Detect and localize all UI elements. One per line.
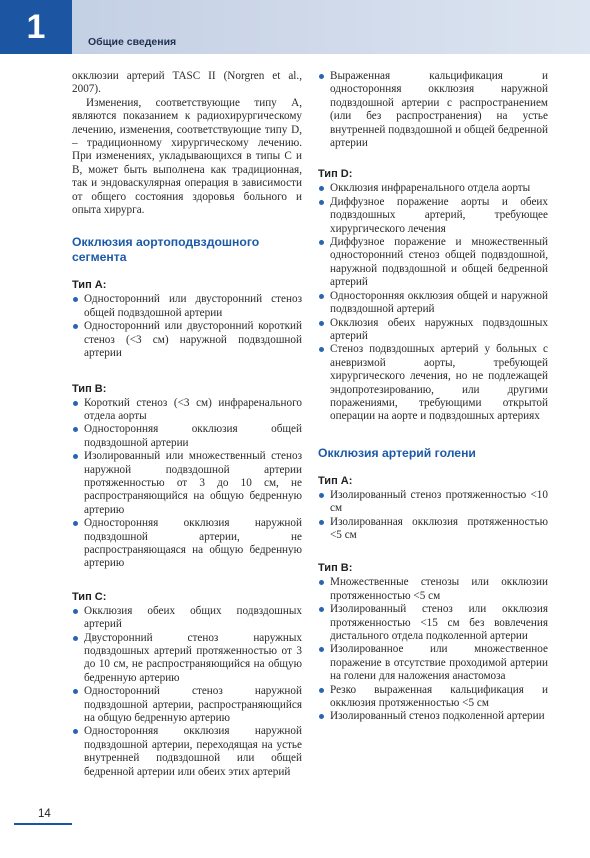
type-c-list [72,605,302,779]
paragraph-indications: Изменения, соответствующие типу А, являются показанием к радиохирургическому лечению, изменения, соответствующие типу D, – традиционному хирургическому лечению. При изменениях, укладывающихся в типы С и В, может быть выполнена как традиционная, так и эндоваскулярная операция в зависимости от общего состояния здоровья больного и опыта хирурга. [72,96,302,217]
page-number-underline [14,823,72,825]
right-column [318,70,548,724]
list-item: Двусторонний стеноз наружных подвздошных артерий протяженностью от 3 до 10 см, не распространяющийся на общую бедренную артерию [72,632,302,686]
list-item: Изолированный стеноз протяженностью <10 см [318,489,548,516]
type-b-list [72,397,302,571]
chapter-number: 1 [0,0,72,54]
page-header [0,0,590,54]
tibial-type-b-heading: Тип В: [318,562,353,575]
list-item: Односторонняя окклюзия наружной подвздошной артерии, не распространяющаяся на общую бедренную артерию [72,517,302,571]
type-d-heading: Тип D: [318,168,353,181]
paragraph-continued: окклюзии артерий TASC II (Norgren et al., 2007). [72,70,302,96]
section-title-aortoiliac: Окклюзия аортоподвздошного сегмента [72,235,260,265]
page-number: 14 [38,808,51,820]
list-item: Короткий стеноз (<3 см) инфраренального отдела аорты [72,397,302,424]
list-item: Выраженная кальцификация и односторонняя окклюзия наружной подвздошной артерии с распространением (или без распространения) на устье внутренней подвздошной и общей бедренной артерии [318,70,548,150]
tibial-type-a-list [318,489,548,543]
list-item: Резко выраженная кальцификация и окклюзия протяженностью <5 см [318,684,548,711]
list-item: Изолированный стеноз или окклюзия протяженностью <15 см без вовлечения дистального отдела подколенной артерии [318,603,548,643]
list-item: Окклюзия обеих общих подвздошных артерий [72,605,302,632]
list-item: Диффузное поражение аорты и обеих подвздошных артерий, требующее хирургического лечения [318,196,548,236]
type-a-list [72,293,302,360]
left-column [72,70,302,779]
list-item: Односторонняя окклюзия наружной подвздошной артерии, переходящая на устье внутренней подвздошной или общей бедренной артерии или обеих этих артерий [72,725,302,779]
list-item: Окклюзия обеих наружных подвздошных артерий [318,317,548,344]
list-item: Односторонняя окклюзия общей и наружной подвздошной артерий [318,290,548,317]
tibial-type-a-heading: Тип А: [318,474,353,487]
type-a-heading: Тип А: [72,279,107,292]
type-b-heading: Тип В: [72,382,107,395]
list-item: Односторонний или двусторонний короткий стеноз (<3 см) наружной подвздошной артерии [72,320,302,360]
type-c-heading: Тип С: [72,590,107,603]
list-item: Изолированный стеноз подколенной артерии [318,710,548,723]
list-item: Изолированное или множественное поражение в отсутствие проходимой артерии на голени для наложения анастомоза [318,643,548,683]
list-item: Односторонняя окклюзия общей подвздошной артерии [72,423,302,450]
list-item: Изолированная окклюзия протяженностью <5 см [318,516,548,543]
section-title-tibial: Окклюзия артерий голени [318,445,476,460]
list-item: Множественные стенозы или окклюзии протяженностью <5 см [318,576,548,603]
type-d-list [318,182,548,423]
list-item: Изолированный или множественный стеноз наружной подвздошной артерии протяженностью от 3 до 10 см, не распространяющийся на общую бедренную артерию [72,450,302,517]
list-item: Стеноз подвздошных артерий у больных с аневризмой аорты, требующей хирургического лечения, но не подлежащей эндопротезированию, или другими поражениями, требующими открытой операции на аорте и подвздошных артериях [318,343,548,423]
chapter-title: Общие сведения [88,36,177,48]
tibial-type-b-list [318,576,548,723]
list-item: Односторонний или двусторонний стеноз общей подвздошной артерии [72,293,302,320]
type-c-list-continued [318,70,548,150]
list-item: Диффузное поражение и множественный односторонний стеноз общей подвздошной, наружной подвздошной и общей бедренной артерий [318,236,548,290]
list-item: Окклюзия инфраренального отдела аорты [318,182,548,195]
list-item: Односторонний стеноз наружной подвздошной артерии, распространяющийся на общую бедренную артерию [72,685,302,725]
